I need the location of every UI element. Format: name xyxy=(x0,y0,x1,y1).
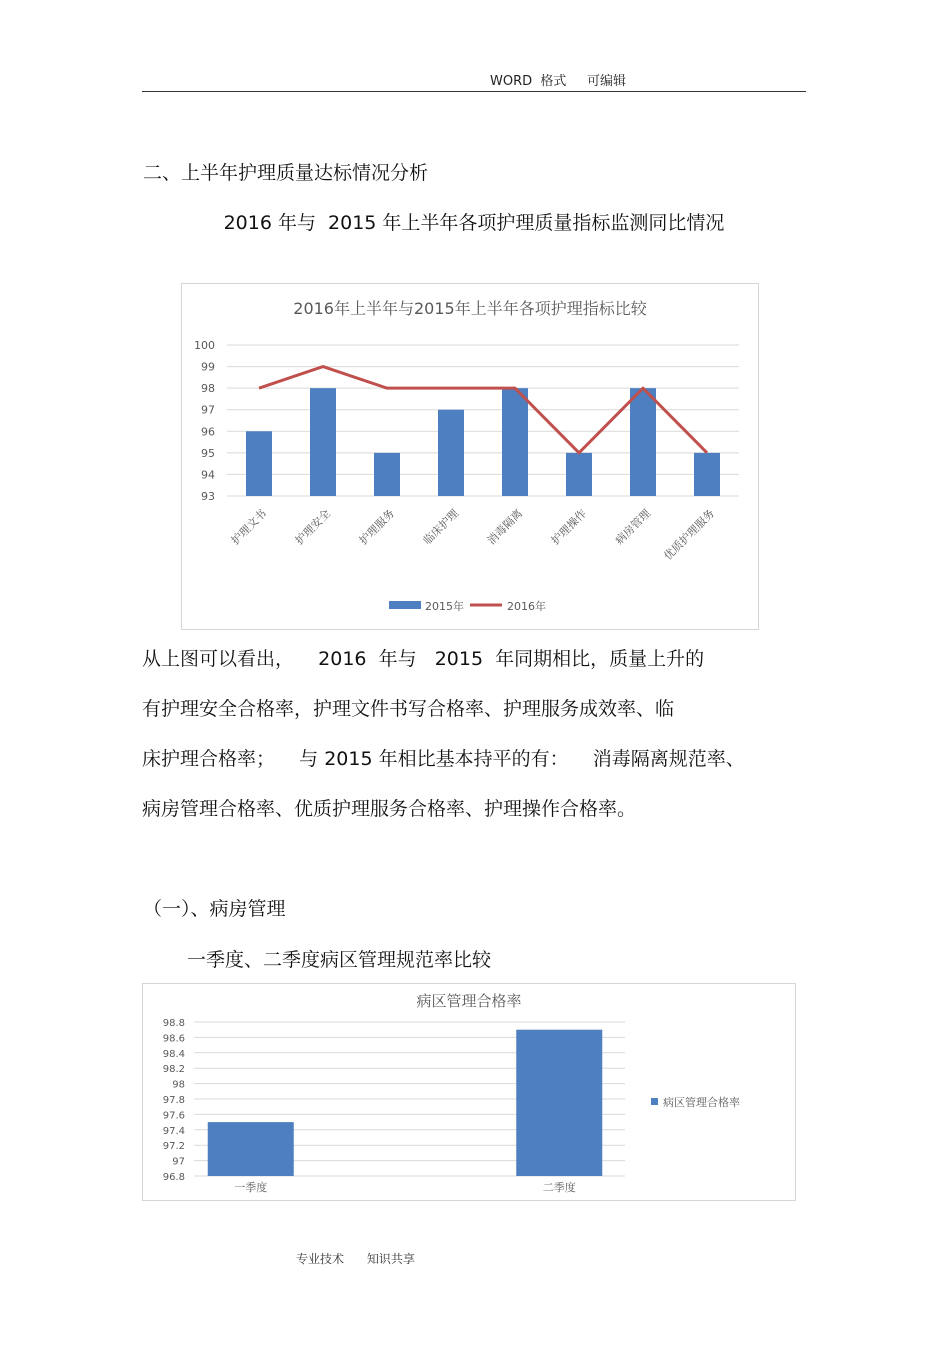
y-tick-label: 100 xyxy=(194,339,215,352)
x-tick-label: 护理文书 xyxy=(228,506,270,548)
y-tick-label: 98.4 xyxy=(162,1048,185,1060)
y-tick-label: 98.6 xyxy=(162,1033,185,1045)
paragraph-line: 病房管理合格率、优质护理服务合格率、护理操作合格率。 xyxy=(142,798,637,820)
bar-2015 xyxy=(502,388,528,496)
bar-2015 xyxy=(694,453,720,496)
paragraph-line: 床护理合格率； 与 2015 年相比基本持平的有： 消毒隔离规范率、 xyxy=(142,748,745,770)
page-footer: 专业技术 知识共享 xyxy=(296,1252,415,1266)
x-tick-label: 消毒隔离 xyxy=(484,506,526,548)
chart-nursing-indicators-svg xyxy=(182,284,758,629)
y-tick-label: 98.2 xyxy=(162,1064,185,1076)
paragraph-line: 有护理安全合格率，护理文件书写合格率、护理服务成效率、临 xyxy=(142,698,675,720)
sub-heading-ward-management: （一）、病房管理 xyxy=(143,898,286,920)
x-tick-label: 一季度 xyxy=(234,1181,268,1194)
y-tick-label: 96 xyxy=(201,425,215,439)
chart2-caption: 一季度、二季度病区管理规范率比较 xyxy=(187,949,492,971)
y-tick-label: 94 xyxy=(201,468,215,482)
legend-label: 病区管理合格率 xyxy=(663,1096,740,1109)
x-tick-label: 护理服务 xyxy=(356,506,398,548)
y-tick-label: 96.8 xyxy=(162,1172,185,1183)
chart-nursing-indicators xyxy=(181,283,759,630)
header-rule xyxy=(142,91,806,92)
y-tick-label: 95 xyxy=(201,446,215,460)
y-tick-label: 98 xyxy=(172,1079,185,1091)
y-tick-label: 97.8 xyxy=(162,1095,185,1106)
bar-2015 xyxy=(374,453,400,496)
x-tick-label: 临床护理 xyxy=(420,506,462,548)
chart1-caption: 2016 年与 2015 年上半年各项护理质量指标监测同比情况 xyxy=(223,212,725,234)
x-tick-label: 护理安全 xyxy=(292,506,334,548)
analysis-paragraph xyxy=(142,634,806,834)
paragraph-line: 从上图可以看出， 2016 年与 2015 年同期相比，质量上升的 xyxy=(142,648,705,670)
x-tick-label: 病房管理 xyxy=(612,506,654,548)
legend-label-2016: 2016年 xyxy=(507,600,546,613)
x-tick-label: 优质护理服务 xyxy=(661,506,718,563)
y-tick-label: 97.6 xyxy=(162,1110,185,1122)
legend-swatch-2015 xyxy=(389,601,421,609)
page-header: WORD 格式 可编辑 xyxy=(490,74,627,89)
y-tick-label: 93 xyxy=(201,490,215,503)
chart-ward-qualification xyxy=(142,983,796,1201)
chart-title: 病区管理合格率 xyxy=(416,992,522,1010)
legend-label-2015: 2015年 xyxy=(425,600,464,613)
bar-2015 xyxy=(630,388,656,496)
chart-ward-qualification-svg xyxy=(143,984,795,1200)
bar-ward-qualification xyxy=(516,1030,602,1176)
y-tick-label: 97 xyxy=(201,403,215,417)
bar-2015 xyxy=(438,410,464,496)
y-tick-label: 98.8 xyxy=(162,1018,185,1029)
bar-ward-qualification xyxy=(208,1122,294,1176)
y-tick-label: 97.2 xyxy=(162,1141,185,1153)
y-tick-label: 97.4 xyxy=(162,1125,185,1137)
y-tick-label: 97 xyxy=(172,1156,185,1168)
x-tick-label: 护理操作 xyxy=(548,506,590,548)
bar-2015 xyxy=(246,431,272,496)
y-tick-label: 99 xyxy=(201,360,215,374)
bar-2015 xyxy=(310,388,336,496)
section-heading: 二、上半年护理质量达标情况分析 xyxy=(143,162,429,184)
x-tick-label: 二季度 xyxy=(542,1181,576,1194)
chart-title: 2016年上半年与2015年上半年各项护理指标比较 xyxy=(293,299,647,318)
legend-swatch xyxy=(651,1098,658,1105)
bar-2015 xyxy=(566,453,592,496)
y-tick-label: 98 xyxy=(201,382,215,396)
